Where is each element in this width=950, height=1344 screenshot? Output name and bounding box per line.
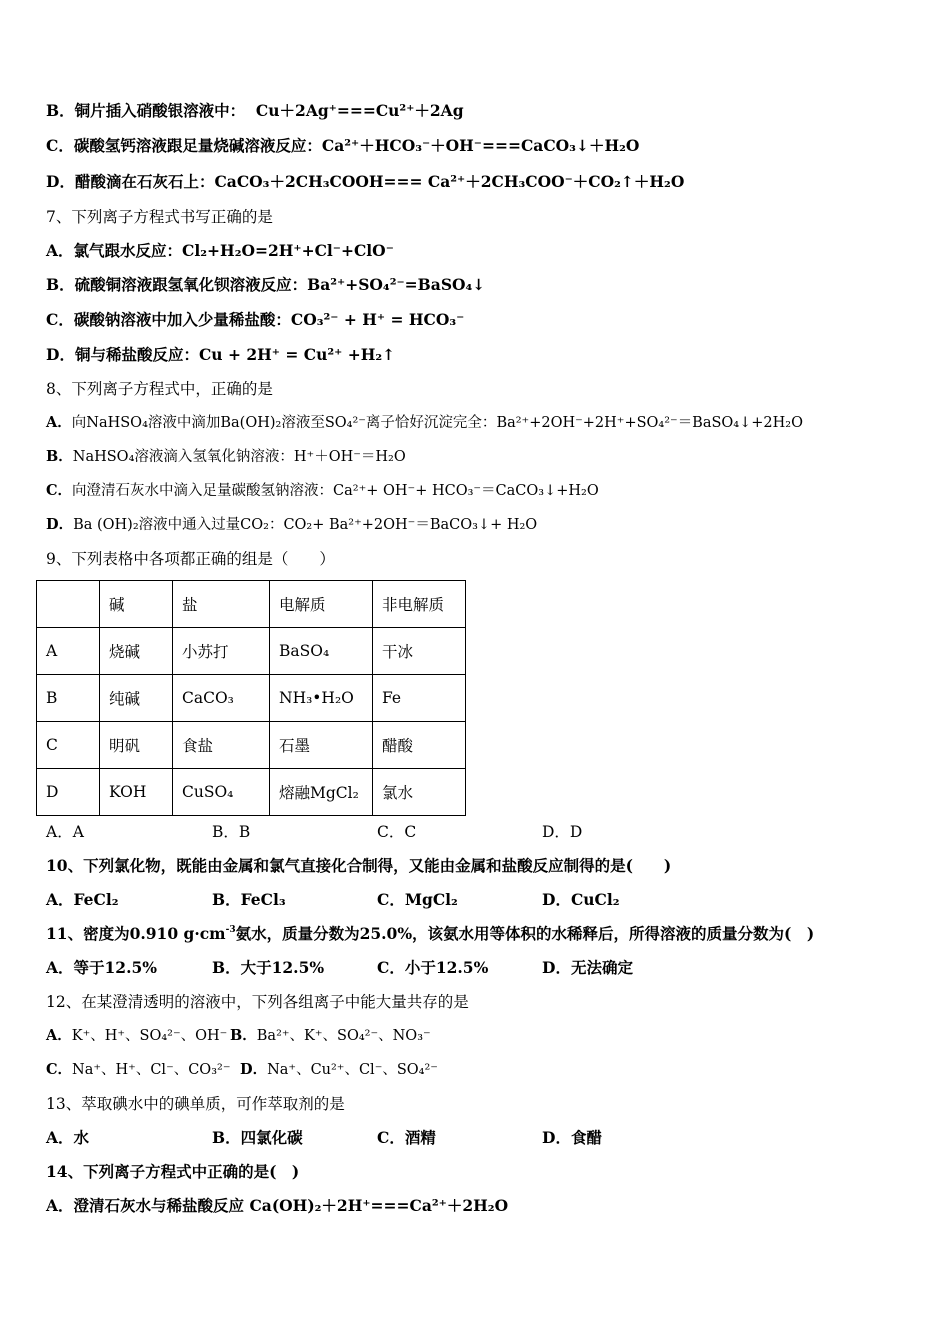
q8-option-a: A．向NaHSO₄溶液中滴加Ba(OH)₂溶液至SO₄²⁻离子恰好沉淀完全：Ba²⁺+2OH⁻+2H⁺+SO₄²⁻＝BaSO₄↓+2H₂O (46, 414, 803, 431)
table-cell: 非电解质 (373, 581, 466, 628)
table-row (37, 628, 466, 675)
q12-option-d: D．Na⁺、Cu²⁺、Cl⁻、SO₄²⁻ (240, 1061, 438, 1078)
q6-option-c: C．碳酸氢钙溶液跟足量烧碱溶液反应：Ca²⁺＋HCO₃⁻＋OH⁻===CaCO₃↓＋H₂O (46, 136, 640, 155)
q14-option-a: A．澄清石灰水与稀盐酸反应 Ca(OH)₂＋2H⁺===Ca²⁺＋2H₂O (46, 1196, 509, 1215)
table-cell: A (37, 628, 100, 675)
table-cell: Fe (373, 675, 466, 722)
formula: CO₂+ Ba²⁺+2OH⁻＝BaCO₃↓+ H₂O (283, 517, 538, 533)
table-cell: C (37, 722, 100, 769)
formula: CO₃²⁻ + H⁺ = HCO₃⁻ (290, 310, 465, 329)
table-cell: 纯碱 (100, 675, 173, 722)
q13-option-b: B．四氯化碳 (212, 1128, 303, 1147)
q11-option-d: D．无法确定 (542, 958, 633, 977)
table-cell: NH₃•H₂O (270, 675, 373, 722)
formula: Ba²⁺+2OH⁻+2H⁺+SO₄²⁻＝BaSO₄↓+2H₂O (496, 415, 803, 431)
q7-option-b: B．硫酸铜溶液跟氢氧化钡溶液反应：Ba²⁺+SO₄²⁻=BaSO₄↓ (46, 275, 486, 294)
q7-option-a: A．氯气跟水反应：Cl₂+H₂O=2H⁺+Cl⁻+ClO⁻ (46, 241, 394, 260)
table-row (37, 769, 466, 816)
table-cell: 小苏打 (173, 628, 270, 675)
q10-option-d: D．CuCl₂ (542, 890, 620, 909)
table-header-row (37, 581, 466, 628)
table-cell: 食盐 (173, 722, 270, 769)
table-cell (37, 581, 100, 628)
formula: Ba²⁺+SO₄²⁻=BaSO₄↓ (307, 275, 486, 294)
q10-option-b: B．FeCl₃ (212, 890, 286, 909)
table-cell: BaSO₄ (270, 628, 373, 675)
q7-option-d: D．铜与稀盐酸反应：Cu + 2H⁺ = Cu²⁺ +H₂↑ (46, 345, 396, 364)
formula: Ca(OH)₂＋2H⁺===Ca²⁺＋2H₂O (249, 1196, 509, 1215)
q11-option-b: B．大于12.5% (212, 958, 325, 977)
q9-table (36, 580, 466, 816)
formula: Na⁺、Cu²⁺、Cl⁻、SO₄²⁻ (267, 1062, 438, 1078)
q6-option-d: D．醋酸滴在石灰石上：CaCO₃＋2CH₃COOH=== Ca²⁺＋2CH₃COO⁻＋CO₂↑＋H₂O (46, 172, 685, 191)
table-cell: 熔融MgCl₂ (270, 769, 373, 816)
q7-stem: 7、下列离子方程式书写正确的是 (46, 208, 273, 226)
q14-stem: 14、下列离子方程式中正确的是( ) (46, 1162, 300, 1181)
q10-option-a: A．FeCl₂ (46, 890, 119, 909)
q11-option-a: A．等于12.5% (46, 958, 158, 977)
table-cell: 明矾 (100, 722, 173, 769)
q9-option-c: C．C (377, 823, 417, 841)
q8-option-d: D．Ba (OH)₂溶液中通入过量CO₂：CO₂+ Ba²⁺+2OH⁻＝BaCO₃↓+ H₂O (46, 516, 538, 533)
q12-option-a: A．K⁺、H⁺、SO₄²⁻、OH⁻ (46, 1027, 228, 1044)
formula: CaCO₃＋2CH₃COOH=== Ca²⁺＋2CH₃COO⁻＋CO₂↑＋H₂O (214, 172, 685, 191)
table-cell: KOH (100, 769, 173, 816)
q13-stem: 13、萃取碘水中的碘单质，可作萃取剂的是 (46, 1095, 345, 1113)
table-cell: CaCO₃ (173, 675, 270, 722)
q12-stem: 12、在某澄清透明的溶液中，下列各组离子中能大量共存的是 (46, 993, 469, 1011)
q6-option-b: B．铜片插入硝酸银溶液中： Cu＋2Ag⁺===Cu²⁺＋2Ag (46, 101, 464, 120)
q9-option-b: B．B (212, 823, 251, 841)
q11-stem: 11、密度为0.910 $g\cdot cm^{-3}$氨水，质量分数为25.0%，该氨水用等体积的水稀释后，所得溶液的质量分数为( ) (46, 924, 815, 943)
q8-option-c: C．向澄清石灰水中滴入足量碳酸氢钠溶液：Ca²⁺+ OH⁻+ HCO₃⁻＝CaCO₃↓+H₂O (46, 482, 599, 499)
q10-stem: 10、下列氯化物，既能由金属和氯气直接化合制得，又能由金属和盐酸反应制得的是( ) (46, 856, 672, 875)
formula: Ba²⁺、K⁺、SO₄²⁻、NO₃⁻ (256, 1028, 431, 1044)
formula: Ca²⁺+ OH⁻+ HCO₃⁻＝CaCO₃↓+H₂O (333, 483, 599, 499)
q8-option-b: B．NaHSO₄溶液滴入氢氧化钠溶液：H⁺＋OH⁻＝H₂O (46, 448, 406, 465)
q13-option-a: A．水 (46, 1128, 90, 1147)
table-row (37, 675, 466, 722)
formula: Cu＋2Ag⁺===Cu²⁺＋2Ag (255, 101, 464, 120)
table-cell: CuSO₄ (173, 769, 270, 816)
q7-option-c: C．碳酸钠溶液中加入少量稀盐酸：CO₃²⁻ + H⁺ = HCO₃⁻ (46, 310, 465, 329)
table-cell: 电解质 (270, 581, 373, 628)
table-cell: 干冰 (373, 628, 466, 675)
q8-stem: 8、下列离子方程式中，正确的是 (46, 380, 273, 398)
table-cell: 石墨 (270, 722, 373, 769)
table-cell: D (37, 769, 100, 816)
q13-option-d: D．食醋 (542, 1128, 602, 1147)
q13-option-c: C．酒精 (377, 1128, 436, 1147)
table-cell: 醋酸 (373, 722, 466, 769)
formula: Ca²⁺＋HCO₃⁻＋OH⁻===CaCO₃↓＋H₂O (321, 136, 640, 155)
table-row (37, 722, 466, 769)
q9-option-a: A．A (46, 823, 84, 841)
q9-stem: 9、下列表格中各项都正确的组是（ ） (46, 550, 335, 568)
q10-option-c: C．MgCl₂ (377, 890, 458, 909)
q12-option-c: C．Na⁺、H⁺、Cl⁻、CO₃²⁻ (46, 1061, 231, 1078)
formula: Na⁺、H⁺、Cl⁻、CO₃²⁻ (72, 1062, 231, 1078)
table-cell: 烧碱 (100, 628, 173, 675)
formula: H⁺＋OH⁻＝H₂O (293, 449, 406, 465)
formula: Cl₂+H₂O=2H⁺+Cl⁻+ClO⁻ (182, 241, 394, 260)
formula: Cu + 2H⁺ = Cu²⁺ +H₂↑ (198, 345, 396, 364)
q12-option-b: B．Ba²⁺、K⁺、SO₄²⁻、NO₃⁻ (230, 1027, 431, 1044)
formula: K⁺、H⁺、SO₄²⁻、OH⁻ (71, 1028, 228, 1044)
q11-option-c: C．小于12.5% (377, 958, 489, 977)
table-cell: 盐 (173, 581, 270, 628)
q9-option-d: D．D (542, 823, 583, 841)
table-cell: B (37, 675, 100, 722)
table-cell: 碱 (100, 581, 173, 628)
table-cell: 氯水 (373, 769, 466, 816)
